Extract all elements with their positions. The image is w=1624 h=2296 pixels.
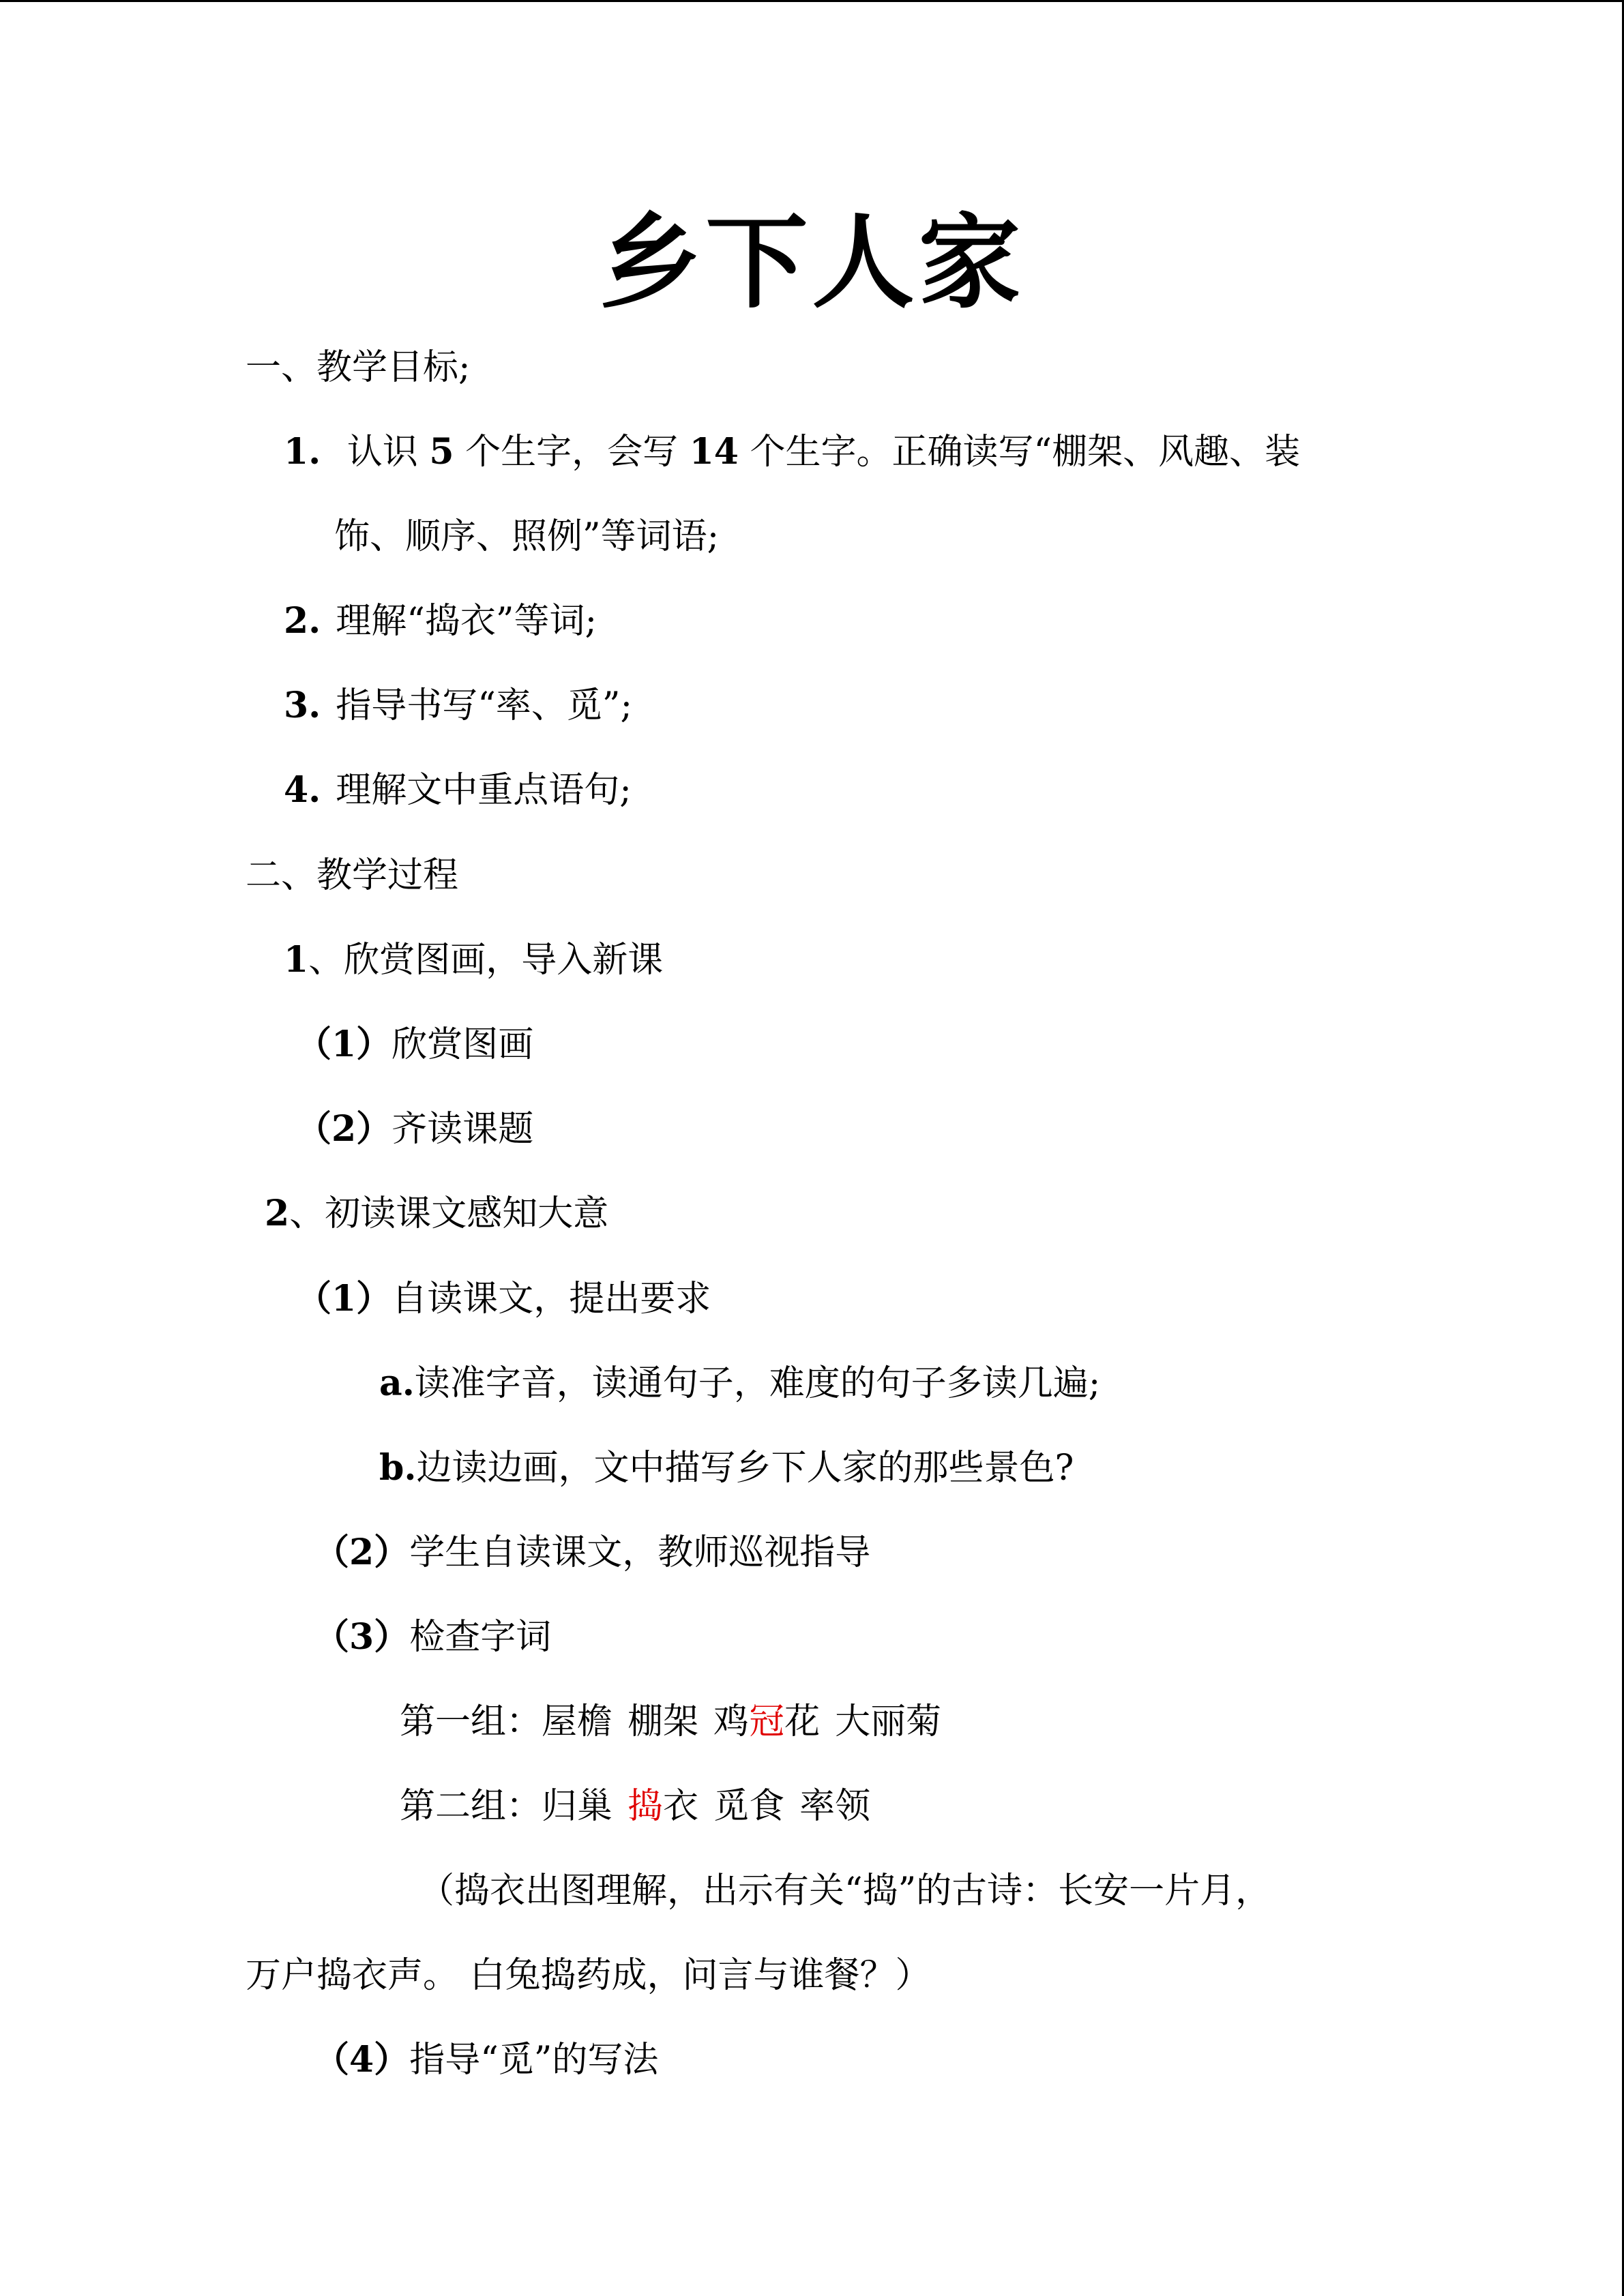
sub-number: （2） xyxy=(296,1108,392,1150)
word: 觅食 xyxy=(713,1786,785,1827)
sub-number: （4） xyxy=(314,2039,410,2081)
word: 棚架 xyxy=(628,1701,699,1742)
group-label: 第二组： xyxy=(400,1786,542,1827)
sub-number: （3） xyxy=(314,1616,410,1658)
requirement-text: 读准字音，读通句子，难度的句子多读几遍; xyxy=(414,1363,1101,1404)
group-label: 第一组： xyxy=(400,1701,542,1742)
process-step-2-sub-4 xyxy=(314,2039,658,2081)
section-heading-objectives: 一、教学目标; xyxy=(246,347,471,388)
item-text: 理解“捣衣”等词; xyxy=(336,601,597,642)
step-number: 2 xyxy=(265,1193,290,1234)
requirement-a xyxy=(379,1362,1100,1405)
sub-text: 自读课文，提出要求 xyxy=(392,1279,711,1320)
sub-text: 检查字词 xyxy=(409,1617,552,1658)
item-number: 4. xyxy=(284,769,321,811)
item-text: 理解文中重点语句; xyxy=(336,770,632,811)
word: 率领 xyxy=(799,1786,871,1827)
item-text: 指导书写“率、觅”; xyxy=(336,685,632,726)
poem-note-line-1: （捣衣出图理解，出示有关“捣”的古诗：长安一片月， xyxy=(419,1870,1271,1911)
process-step-1-sub-1 xyxy=(296,1024,533,1066)
process-step-2-sub-1 xyxy=(296,1278,711,1320)
highlighted-char: 捣 xyxy=(628,1786,664,1827)
objective-item-4 xyxy=(284,769,632,811)
step-text: 、欣赏图画，导入新课 xyxy=(308,940,664,981)
word: 归巢 xyxy=(542,1786,613,1827)
page-title: 乡下人家 xyxy=(599,203,1025,323)
word: 大丽菊 xyxy=(835,1701,942,1742)
word-part: 衣 xyxy=(663,1786,699,1827)
requirement-label: a. xyxy=(379,1362,415,1404)
process-step-2-sub-2 xyxy=(314,1532,870,1574)
highlighted-char: 冠 xyxy=(749,1701,785,1742)
item-text: 个生字，会写 xyxy=(454,432,690,473)
objective-item-3 xyxy=(284,685,632,727)
item-number: 2. xyxy=(284,600,321,642)
step-text: 、初读课文感知大意 xyxy=(289,1193,609,1234)
step-number: 1 xyxy=(284,939,309,981)
sub-text: 欣赏图画 xyxy=(392,1024,534,1065)
requirement-text: 边读边画，文中描写乡下人家的那些景色? xyxy=(416,1448,1074,1489)
process-step-2 xyxy=(265,1193,608,1235)
sub-text: 学生自读课文，教师巡视指导 xyxy=(409,1532,871,1573)
process-step-1-sub-2 xyxy=(296,1108,533,1150)
sub-text: 指导“觅”的写法 xyxy=(409,2040,659,2081)
requirement-label: b. xyxy=(379,1447,417,1489)
word-part: 花 xyxy=(784,1701,821,1742)
sub-number: （2） xyxy=(314,1532,410,1573)
item-number-5: 5 xyxy=(429,431,454,473)
section-heading-process: 二、教学过程 xyxy=(246,855,459,896)
sub-number: （1） xyxy=(296,1278,392,1320)
item-number: 3. xyxy=(284,685,321,726)
requirement-b xyxy=(379,1447,1074,1489)
word-group-2 xyxy=(400,1785,870,1828)
process-step-2-sub-3 xyxy=(314,1616,551,1658)
word-part: 鸡 xyxy=(713,1701,750,1742)
poem-note-line-2: 万户捣衣声。 白兔捣药成，问言与谁餐？） xyxy=(246,1955,931,1996)
objective-item-1 xyxy=(284,431,1300,473)
process-step-1 xyxy=(284,939,663,981)
item-number: 1. xyxy=(284,431,321,473)
word-group-1 xyxy=(400,1701,941,1743)
word: 屋檐 xyxy=(542,1701,613,1742)
sub-text: 齐读课题 xyxy=(392,1109,534,1150)
item-text: 个生字。正确读写“棚架、风趣、装 xyxy=(738,432,1301,473)
sub-number: （1） xyxy=(296,1024,392,1065)
item-number-14: 14 xyxy=(689,431,739,473)
item-text: 认识 xyxy=(346,432,430,473)
objective-item-1-continued: 饰、顺序、照例”等词语; xyxy=(334,516,720,557)
objective-item-2 xyxy=(284,600,597,642)
